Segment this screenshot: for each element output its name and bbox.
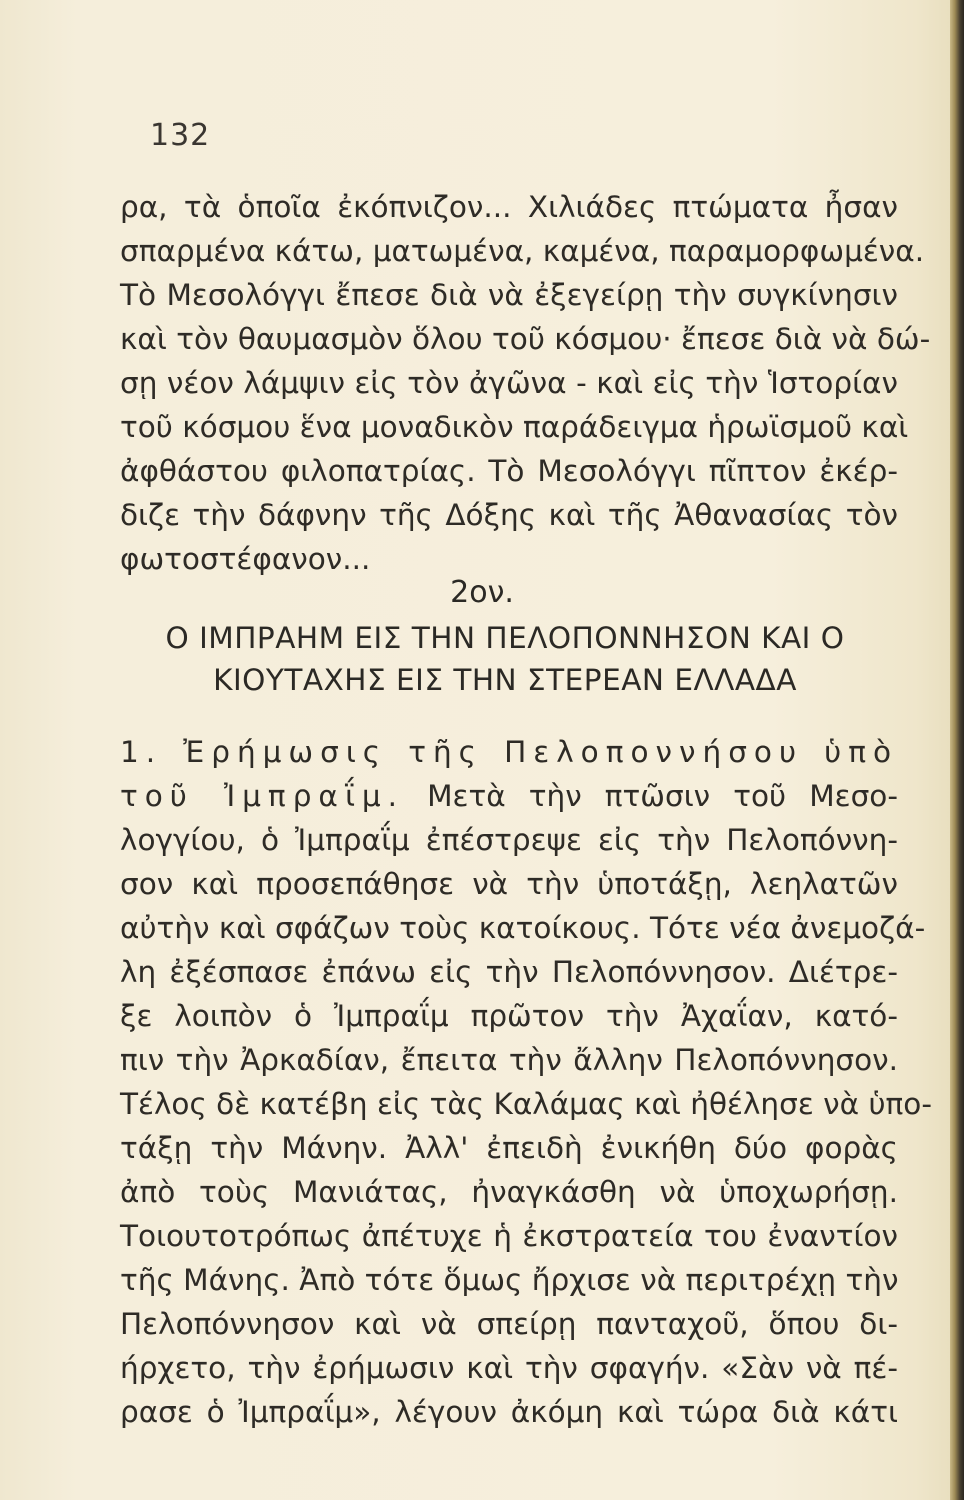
text-line: σον καὶ προσεπάθησε νὰ τὴν ὑποτάξῃ, λεηλατῶν [120,867,898,901]
text-line: διζε τὴν δάφνην τῆς Δόξης καὶ τῆς Ἀθανασίας τὸν [120,498,898,532]
page-number: 132 [150,118,211,153]
text-line: Τοιουτοτρόπως ἀπέτυχε ἡ ἐκστρατεία του ἐναντίον [120,1219,898,1253]
section-heading [105,617,905,701]
paragraph-1 [120,185,931,581]
text-line: λη ἐξέσπασε ἐπάνω εἰς τὴν Πελοπόννησον. Διέτρε- [120,955,898,989]
subsection-title: 1. Ἐρήμωσις τῆς Πελοποννήσου ὑπὸ [120,735,898,769]
text-line: Τὸ Μεσολόγγι ἔπεσε διὰ νὰ ἐξεγείρῃ τὴν συγκίνησιν [120,278,898,312]
text-line: ρα, τὰ ὁποῖα ἐκόπνιζον... Χιλιάδες πτώματα ἦσαν [120,190,898,224]
heading-line: Ο ΙΜΠΡΑΗΜ ΕΙΣ ΤΗΝ ΠΕΛΟΠΟΝΝΗΣΟΝ ΚΑΙ Ο [165,621,845,655]
subsection-title-cont: τοῦ Ἰμπραΐμ. [120,779,404,813]
text-line: Τέλος δὲ κατέβη εἰς τὰς Καλάμας καὶ ἠθέλησε νὰ ὑπο- [120,1087,932,1121]
text-line: καὶ τὸν θαυμασμὸν ὅλου τοῦ κόσμου· ἔπεσε διὰ νὰ δώ- [120,322,931,356]
text-line: σῃ νέον λάμψιν εἰς τὸν ἀγῶνα - καὶ εἰς τὴν Ἱστορίαν [120,366,898,400]
text-line: φωτοστέφανον... [120,542,371,576]
text-line: τῆς Μάνης. Ἀπὸ τότε ὅμως ἤρχισε νὰ περιτρέχῃ τὴν [120,1263,899,1297]
text-line: τάξῃ τὴν Μάνην. Ἀλλ' ἐπειδὴ ἐνικήθη δύο φορὰς [120,1131,898,1165]
text-line: αὐτὴν καὶ σφάζων τοὺς κατοίκους. Τότε νέα ἀνεμοζά- [120,911,926,945]
text-line: ἀφθάστου φιλοπατρίας. Τὸ Μεσολόγγι πῖπτον ἐκέρ- [120,454,898,488]
text-line: τοῦ κόσμου ἕνα μοναδικὸν παράδειγμα ἡρωϊσμοῦ καὶ [120,410,909,444]
section-number: 2ον. [450,575,514,610]
text-line: ήρχετο, τὴν ἐρήμωσιν καὶ τὴν σφαγήν. «Σὰν νὰ πέ- [120,1351,898,1385]
text-line: Πελοπόννησον καὶ νὰ σπείρῃ πανταχοῦ, ὅπου δι- [120,1307,898,1341]
paragraph-2-start: Μετὰ τὴν πτῶσιν τοῦ Μεσο- [427,779,898,813]
page-edge-shadow [950,0,964,1500]
text-line: λογγίου, ὁ Ἰμπραΐμ ἐπέστρεψε εἰς τὴν Πελοπόννη- [120,823,898,857]
text-line: ξε λοιπὸν ὁ Ἰμπραΐμ πρῶτον τὴν Ἀχαΐαν, κατό- [120,999,898,1033]
paragraph-2 [120,730,932,1434]
text-line: ἀπὸ τοὺς Μανιάτας, ἠναγκάσθη νὰ ὑποχωρήσῃ. [120,1175,898,1209]
text-line [120,774,898,818]
text-line: ρασε ὁ Ἰμπραΐμ», λέγουν ἀκόμη καὶ τώρα διὰ κάτι [120,1395,898,1429]
subsection-title-line [120,730,898,774]
text-line: σπαρμένα κάτω, ματωμένα, καμένα, παραμορφωμένα. [120,234,925,268]
heading-line: ΚΙΟΥΤΑΧΗΣ ΕΙΣ ΤΗΝ ΣΤΕΡΕΑΝ ΕΛΛΑΔΑ [213,663,797,697]
text-line: πιν τὴν Ἀρκαδίαν, ἔπειτα τὴν ἄλλην Πελοπόννησον. [120,1043,898,1077]
